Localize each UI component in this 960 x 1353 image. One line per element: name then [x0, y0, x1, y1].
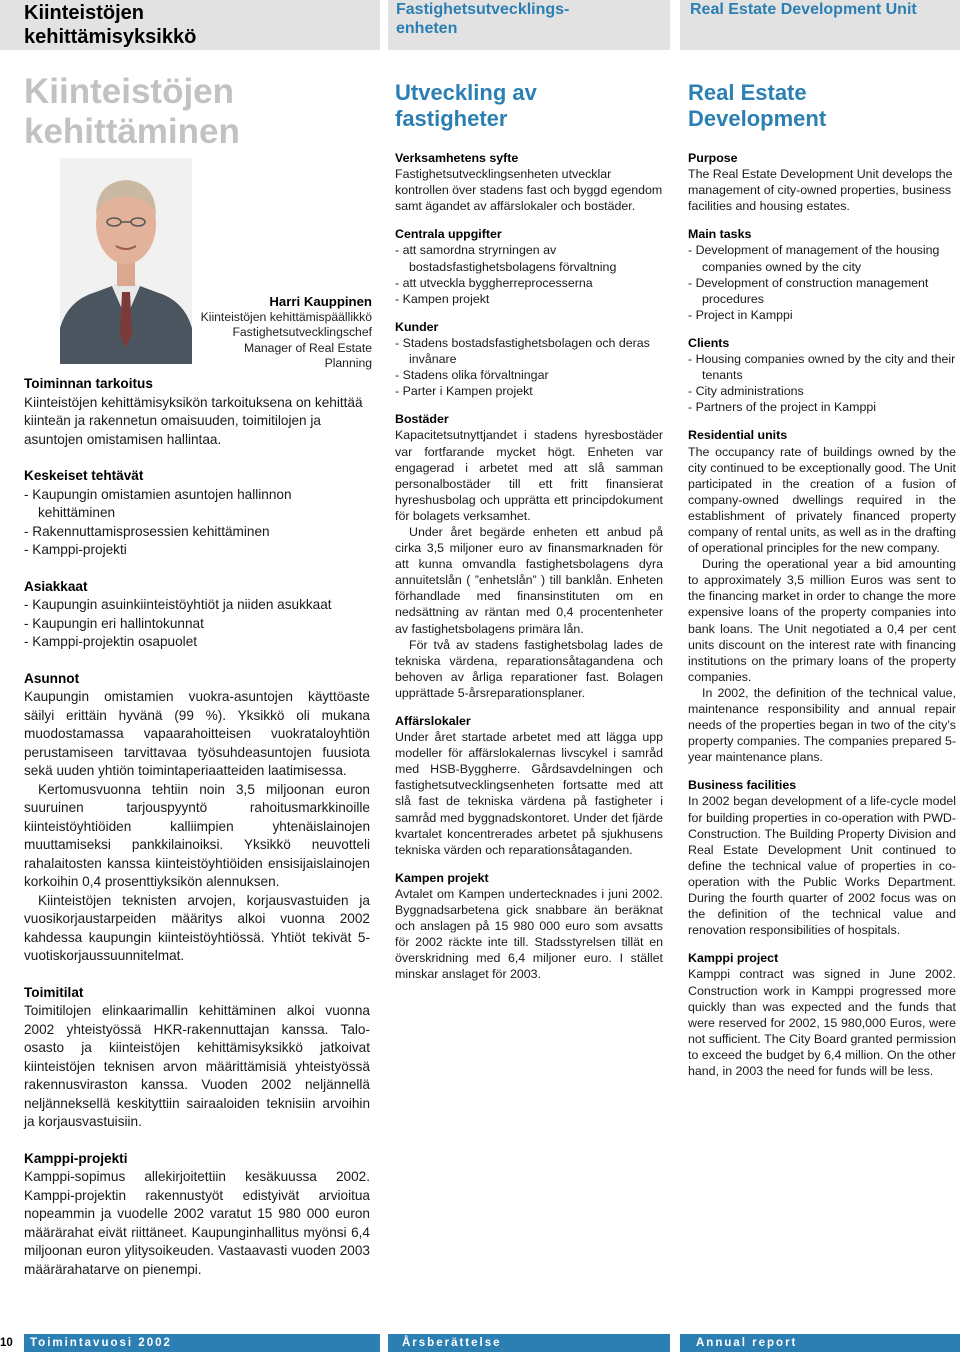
- purpose-text-fi: Kiinteistöjen kehittämisyksikön tarkoituksena on kehittää kiinteän ja rakennetun omaisuuden, toimitilojen ja asuntojen omistamisen hallintaa.: [24, 394, 363, 447]
- footer-bar-english: [680, 1334, 960, 1352]
- portrait-photo: [60, 158, 192, 364]
- caption-title-sv: Fastighetsutvecklingschef: [232, 325, 372, 339]
- purpose-heading-fi: Toiminnan tarkoitus: [24, 376, 153, 391]
- finnish-column: [24, 375, 370, 1279]
- portrait-illustration: [60, 158, 192, 364]
- list-item: - Rakennuttamisprosessien kehittäminen: [24, 523, 270, 539]
- footer-bar-swedish: [388, 1334, 670, 1352]
- kamppi-text-sv: Avtalet om Kampen undertecknades i juni 2002. Byggnadsarbetena gick snabbare än beräknat och anslagen på 15 980 000 euro som avsatts för 2002 räckte inte till. Stadsstyrelsen tillät en överskridning med 6,4 miljoner euro. I stället minskar anslaget för 2003.: [395, 886, 663, 982]
- list-item: - Development of construction management procedures: [688, 275, 929, 306]
- footer-label-fi: Toimintavuosi 2002: [30, 1337, 172, 1349]
- list-item: - att samordna stryrningen av bostadsfastighetsbolagens förvaltning: [395, 243, 617, 274]
- swedish-column: [395, 150, 663, 983]
- list-item: - att utveckla byggherreprocesserna: [395, 275, 593, 290]
- header-title-english: Real Estate Development Unit: [690, 1, 917, 18]
- kamppi-heading-en: Kamppi project: [688, 951, 779, 966]
- list-item: - Parter i Kampen projekt: [395, 384, 533, 399]
- swedish-column-title: Utveckling av fastigheter: [395, 80, 537, 131]
- list-item: - City administrations: [688, 384, 804, 399]
- list-item: - Stadens bostadsfastighetsbolagen och deras invånare: [395, 335, 650, 367]
- kamppi-heading-fi: Kamppi-projekti: [24, 1150, 128, 1166]
- tasks-heading-en: Main tasks: [688, 227, 752, 242]
- caption-title-fi: Kiinteistöjen kehittämispäällikkö: [200, 309, 372, 324]
- list-item: - Stadens olika förvaltningar: [395, 368, 549, 383]
- tasks-heading-fi: Keskeiset tehtävät: [24, 468, 144, 483]
- clients-heading-en: Clients: [688, 335, 730, 350]
- purpose-text-en: The Real Estate Development Unit develops the management of city-owned properties, business facilities and housing estates.: [688, 167, 953, 214]
- footer-bar-finnish: [24, 1334, 380, 1352]
- list-item: - Partners of the project in Kamppi: [688, 400, 877, 415]
- housing-paragraph-sv: Under året begärde enheten ett anbud på cirka 3,5 miljoner euro av finansmarknaden för att kunna omvandla fastighetsbolagens dyra annuitetslån ( ”enhetslån” ) till banklån. Enheten förhandlade med finansinstituten om en nedsättning av räntan med 0,4 procentenheter av fastighetsbolagens primära lån.: [395, 524, 663, 636]
- premises-heading-fi: Toimitilat: [24, 984, 84, 1000]
- page-number: 10: [0, 1334, 22, 1352]
- tasks-heading-sv: Centrala uppgifter: [395, 227, 502, 242]
- photo-caption: [196, 294, 372, 372]
- list-item: - Kamppi-projekti: [24, 542, 127, 557]
- page-title: Kiinteistöjen kehittäminen: [24, 72, 240, 151]
- premises-text-fi: Toimitilojen elinkaarimallin kehittäminen alkoi vuonna 2002 yhteistyössä HKR-rakennuttajan kanssa. Talo-osasto ja kiinteistöjen kehittämisyksikkö jatkoivat kiinteistöjen teknisen arvon määrittämisiä yhteistyössä rakennusviraston kanssa. Vuoden 2002 neljännellä neljänneksellä keskityttiin sairaaloiden teknisiin arvoihin ja korjausvastuisiin.: [24, 1003, 370, 1129]
- footer-label-sv: Årsberättelse: [402, 1337, 502, 1349]
- housing-paragraph-fi: Kiinteistöjen teknisten arvojen, korjausvastuiden ja vuosikorjaustarpeiden määritys alkoi vuonna 2002 kahdessa kaupungin kiinteistöyhtiössä. Yhtiöt tekivät 5-vuotiskorjaussuunnitelmat.: [24, 892, 370, 963]
- list-item: - Development of management of the housing companies owned by the city: [688, 243, 940, 274]
- housing-paragraph-en: During the operational year a bid amounting to approximately 3,5 million Euros was sent to the financing market in order to change the more expensive loans of the property companies into bank loans. The Unit negotiated a 0,4 per cent units discount on the interest rate with financing institutions on the primary loans of the property companies.: [688, 557, 956, 684]
- premises-heading-en: Business facilities: [688, 778, 797, 793]
- housing-paragraph-en: In 2002, the definition of the technical value, maintenance responsibility and annual repair needs of the properties began in two of the city’s property companies. The companies prepared 5-year maintenance plans.: [688, 685, 956, 765]
- housing-heading-en: Residential units: [688, 428, 788, 443]
- premises-text-en: In 2002 began development of a life-cycle model for building properties in co-operation with PWD-Construction. The Building Property Division and Real Estate Development Unit continued to define the technical value of properties in co-operation with the Public Works Department. During the fourth quarter of 2002 focus was on the definition of the technical value and renovation responsibilities of hospitals.: [688, 794, 956, 938]
- kamppi-heading-sv: Kampen projekt: [395, 870, 489, 885]
- kamppi-text-fi: Kamppi-sopimus allekirjoitettiin kesäkuussa 2002. Kamppi-projektin rakennustyöt edistyivät arvioitua nopeammin ja vuodelle 2002 varatut 15 980 000 euron määrärahat eivät riittäneet. Kaupunginhallitus myönsi 6,4 miljoonan euron ylitysoikeuden. Vastaavasti vuoden 2003 määrärahatarve on pienempi.: [24, 1169, 370, 1277]
- list-item: - Kaupungin omistamien asuntojen hallinnon kehittäminen: [24, 486, 292, 520]
- english-column-title: Real Estate Development: [688, 80, 827, 131]
- header-title-swedish: Fastighetsutvecklings- enheten: [396, 1, 570, 37]
- footer-label-en: Annual report: [696, 1337, 798, 1349]
- housing-paragraph-fi: Kaupungin omistamien vuokra-asuntojen käyttöaste säilyi erittäin hyvänä (99 %). Yksikkö oli mukana muodostamassa vapaarahoitteisen vuokrataloyhtiön perustamiseen tarvittavaa työsuhdeasuntojen fuusiota sekä uuden yhtiön toimintaperiaatteiden laatimisessa.: [24, 689, 370, 778]
- housing-paragraph-fi: Kertomusvuonna tehtiin noin 3,5 miljoonan euron suuruinen tarjouspyyntö rahoitusmarkkinoille kiinteistöyhtiöiden kalliimpien yhtenäislainojen muuttamiseksi pankkilainoiksi. Yksikkö neuvotteli rahalaitosten kanssa kiinteistöyhtiöiden ensisijaislainojen korkoihin 0,4 prosenttiyksikön alennuksen.: [24, 781, 370, 889]
- list-item: - Kampen projekt: [395, 291, 490, 306]
- housing-paragraph-sv: För två av stadens fastighetsbolag lades de tekniska värdena, reparationsåtagandena och behoven av årliga reparationer fast. Bolagen upprättade 5-årsreparationsplaner.: [395, 637, 663, 700]
- list-item: - Kaupungin eri hallintokunnat: [24, 615, 204, 631]
- housing-paragraph-en: The occupancy rate of buildings owned by the city continued to be exceptionally good. The Unit participated in the creation of a fusion of company-owned dwellings required in the establishment of privately financed property company of rental units, as well as in the drafting of operational principles for the new company.: [688, 444, 956, 556]
- header-title-finnish: Kiinteistöjen kehittämisyksikkö: [24, 2, 197, 48]
- housing-heading-sv: Bostäder: [395, 412, 449, 427]
- clients-heading-fi: Asiakkaat: [24, 578, 88, 594]
- purpose-heading-sv: Verksamhetens syfte: [395, 151, 519, 165]
- premises-heading-sv: Affärslokaler: [395, 714, 471, 728]
- list-item: - Kamppi-projektin osapuolet: [24, 634, 198, 649]
- purpose-heading-en: Purpose: [688, 151, 738, 165]
- list-item: - Housing companies owned by the city and their tenants: [688, 352, 956, 383]
- premises-text-sv: Under året startade arbetet med att lägga upp modeller för affärslokalernas livscykel i samråd med HSB-Byggherre. Gårdsavdelningen och fastighetsutvecklingsenheten fortsatte med att slå fast de tekniska värdena på fastigheter i samråd med byggnadskontoret. Under det fjärde kvartalet koncentrerades arbetet på sjukhusens tekniska värden och reparationsåtaganden.: [395, 730, 663, 857]
- housing-heading-fi: Asunnot: [24, 670, 80, 686]
- list-item: - Kaupungin asuinkiinteistöyhtiöt ja niiden asukkaat: [24, 597, 332, 612]
- purpose-text-sv: Fastighetsutvecklingsenheten utvecklar kontrollen över stadens fast och byggd egendom samt ägandet av affärslokaler och bostäder.: [395, 167, 663, 214]
- english-column: [688, 150, 956, 1079]
- list-item: - Project in Kamppi: [688, 307, 793, 322]
- caption-title-en: Manager of Real Estate Planning: [243, 340, 372, 370]
- clients-heading-sv: Kunder: [395, 319, 439, 334]
- kamppi-text-en: Kamppi contract was signed in June 2002. Construction work in Kamppi progressed more quickly than was expected and the funds that were reserved for 2002, 15 980,000 Euros, were not sufficient. The City Board granted permission to exceed the budget by 6,4 million. On the other hand, in 2003 the need for funds will be less.: [688, 967, 956, 1078]
- housing-paragraph-sv: Kapacitetsutnyttjandet i stadens hyresbostäder var fortfarande mycket högt. Enheten var engagerad i arbetet med att slå samman personalbostäder till ett fritt finansierat hyreshusbolag och upprätta ett principdokument för bolagets verksamhet.: [395, 428, 663, 523]
- caption-name: Harri Kauppinen: [269, 294, 372, 309]
